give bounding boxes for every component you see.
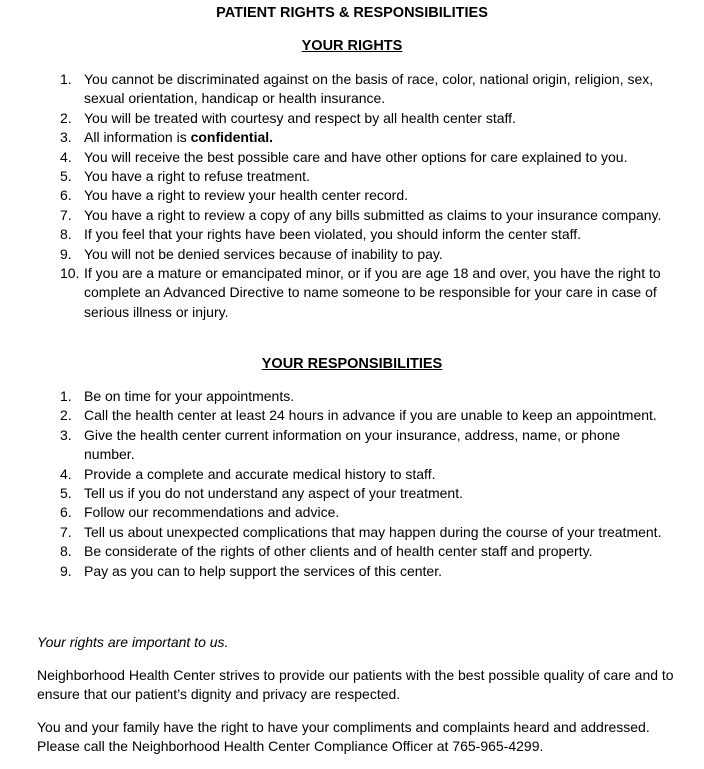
list-item	[0, 148, 704, 167]
list-item	[0, 542, 704, 561]
list-number: 1.	[60, 388, 72, 404]
list-number: 3.	[60, 129, 72, 146]
list-text: Give the health center current information on your insurance, address, name, or phone number.	[84, 426, 621, 463]
list-number: 8.	[60, 543, 72, 560]
list-text: Provide a complete and accurate medical history to staff.	[84, 465, 436, 482]
closing-paragraph-compliance: You and your family have the right to have your compliments and complaints heard and addressed. Please call the Neighborhood Health Center Compliance Officer at 765-965-4299.	[37, 719, 650, 755]
closing-paragraph-quality: Neighborhood Health Center strives to provide our patients with the best possible quality of care and to ensure that our patient’s dignity and privacy are respected.	[37, 667, 674, 703]
list-item	[0, 562, 704, 581]
list-text-plain: All information is	[84, 129, 191, 146]
list-number: 3.	[60, 426, 72, 443]
list-number: 2.	[60, 407, 72, 424]
list-text: You have a right to review a copy of any bills submitted as claims to your insurance company.	[84, 206, 662, 223]
list-number: 5.	[60, 168, 72, 185]
list-text: Tell us if you do not understand any aspect of your treatment.	[84, 485, 463, 502]
list-text: You will receive the best possible care and have other options for care explained to you.	[84, 148, 628, 165]
list-text: Be on time for your appointments.	[84, 388, 295, 404]
list-text: You cannot be discriminated against on the basis of race, color, national origin, religion, sex, sexual orientation, handicap or health insurance.	[84, 71, 654, 107]
list-text: If you are a mature or emancipated minor, or if you are age 18 and over, you have the right to complete an Advanced Directive to name someone to be responsible for your care in case of serious illness or injury.	[84, 265, 661, 320]
list-item	[0, 406, 704, 425]
list-number: 8.	[60, 226, 72, 243]
list-item	[0, 70, 704, 109]
list-number: 6.	[60, 187, 72, 204]
list-item	[0, 225, 704, 244]
list-text: You have a right to refuse treatment.	[84, 168, 310, 185]
list-text: Call the health center at least 24 hours in advance if you are unable to keep an appointment.	[84, 407, 657, 424]
list-number: 10.	[60, 265, 80, 282]
list-item	[0, 167, 704, 186]
list-text: You have a right to review your health center record.	[84, 187, 409, 204]
list-number: 9.	[60, 245, 72, 262]
list-number: 1.	[60, 71, 72, 87]
list-text: You will be treated with courtesy and respect by all health center staff.	[84, 109, 516, 126]
list-item	[0, 245, 704, 264]
list-item	[0, 503, 704, 522]
list-item	[0, 465, 704, 484]
list-number: 4.	[60, 465, 72, 482]
list-text: Tell us about unexpected complications that may happen during the course of your treatment.	[84, 523, 662, 540]
list-text	[84, 128, 668, 147]
list-item	[0, 426, 704, 465]
list-item	[0, 206, 704, 225]
list-item	[0, 264, 704, 322]
list-text: If you feel that your rights have been violated, you should inform the center staff.	[84, 226, 582, 243]
list-item	[0, 523, 704, 542]
list-number: 7.	[60, 523, 72, 540]
closing-italic-line: Your rights are important to us.	[37, 634, 229, 650]
list-item	[0, 109, 704, 128]
responsibilities-heading: YOUR RESPONSIBILITIES	[261, 356, 443, 372]
list-text: Pay as you can to help support the services of this center.	[84, 562, 442, 579]
list-item	[0, 186, 704, 205]
list-item	[0, 484, 704, 503]
list-text: Be considerate of the rights of other clients and of health center staff and property.	[84, 543, 593, 560]
list-text: Follow our recommendations and advice.	[84, 504, 340, 521]
rights-heading: YOUR RIGHTS	[301, 38, 403, 54]
rights-list	[0, 70, 704, 322]
document-title: PATIENT RIGHTS & RESPONSIBILITIES	[216, 5, 488, 21]
list-number: 9.	[60, 562, 72, 579]
list-item	[0, 387, 704, 406]
list-item	[0, 128, 704, 147]
list-text: You will not be denied services because of inability to pay.	[84, 245, 443, 262]
list-number: 7.	[60, 206, 72, 223]
list-text-bold: confidential.	[190, 129, 274, 146]
list-number: 2.	[60, 109, 72, 126]
responsibilities-list	[0, 387, 704, 581]
list-number: 4.	[60, 148, 72, 165]
list-number: 6.	[60, 504, 72, 521]
list-number: 5.	[60, 485, 72, 502]
